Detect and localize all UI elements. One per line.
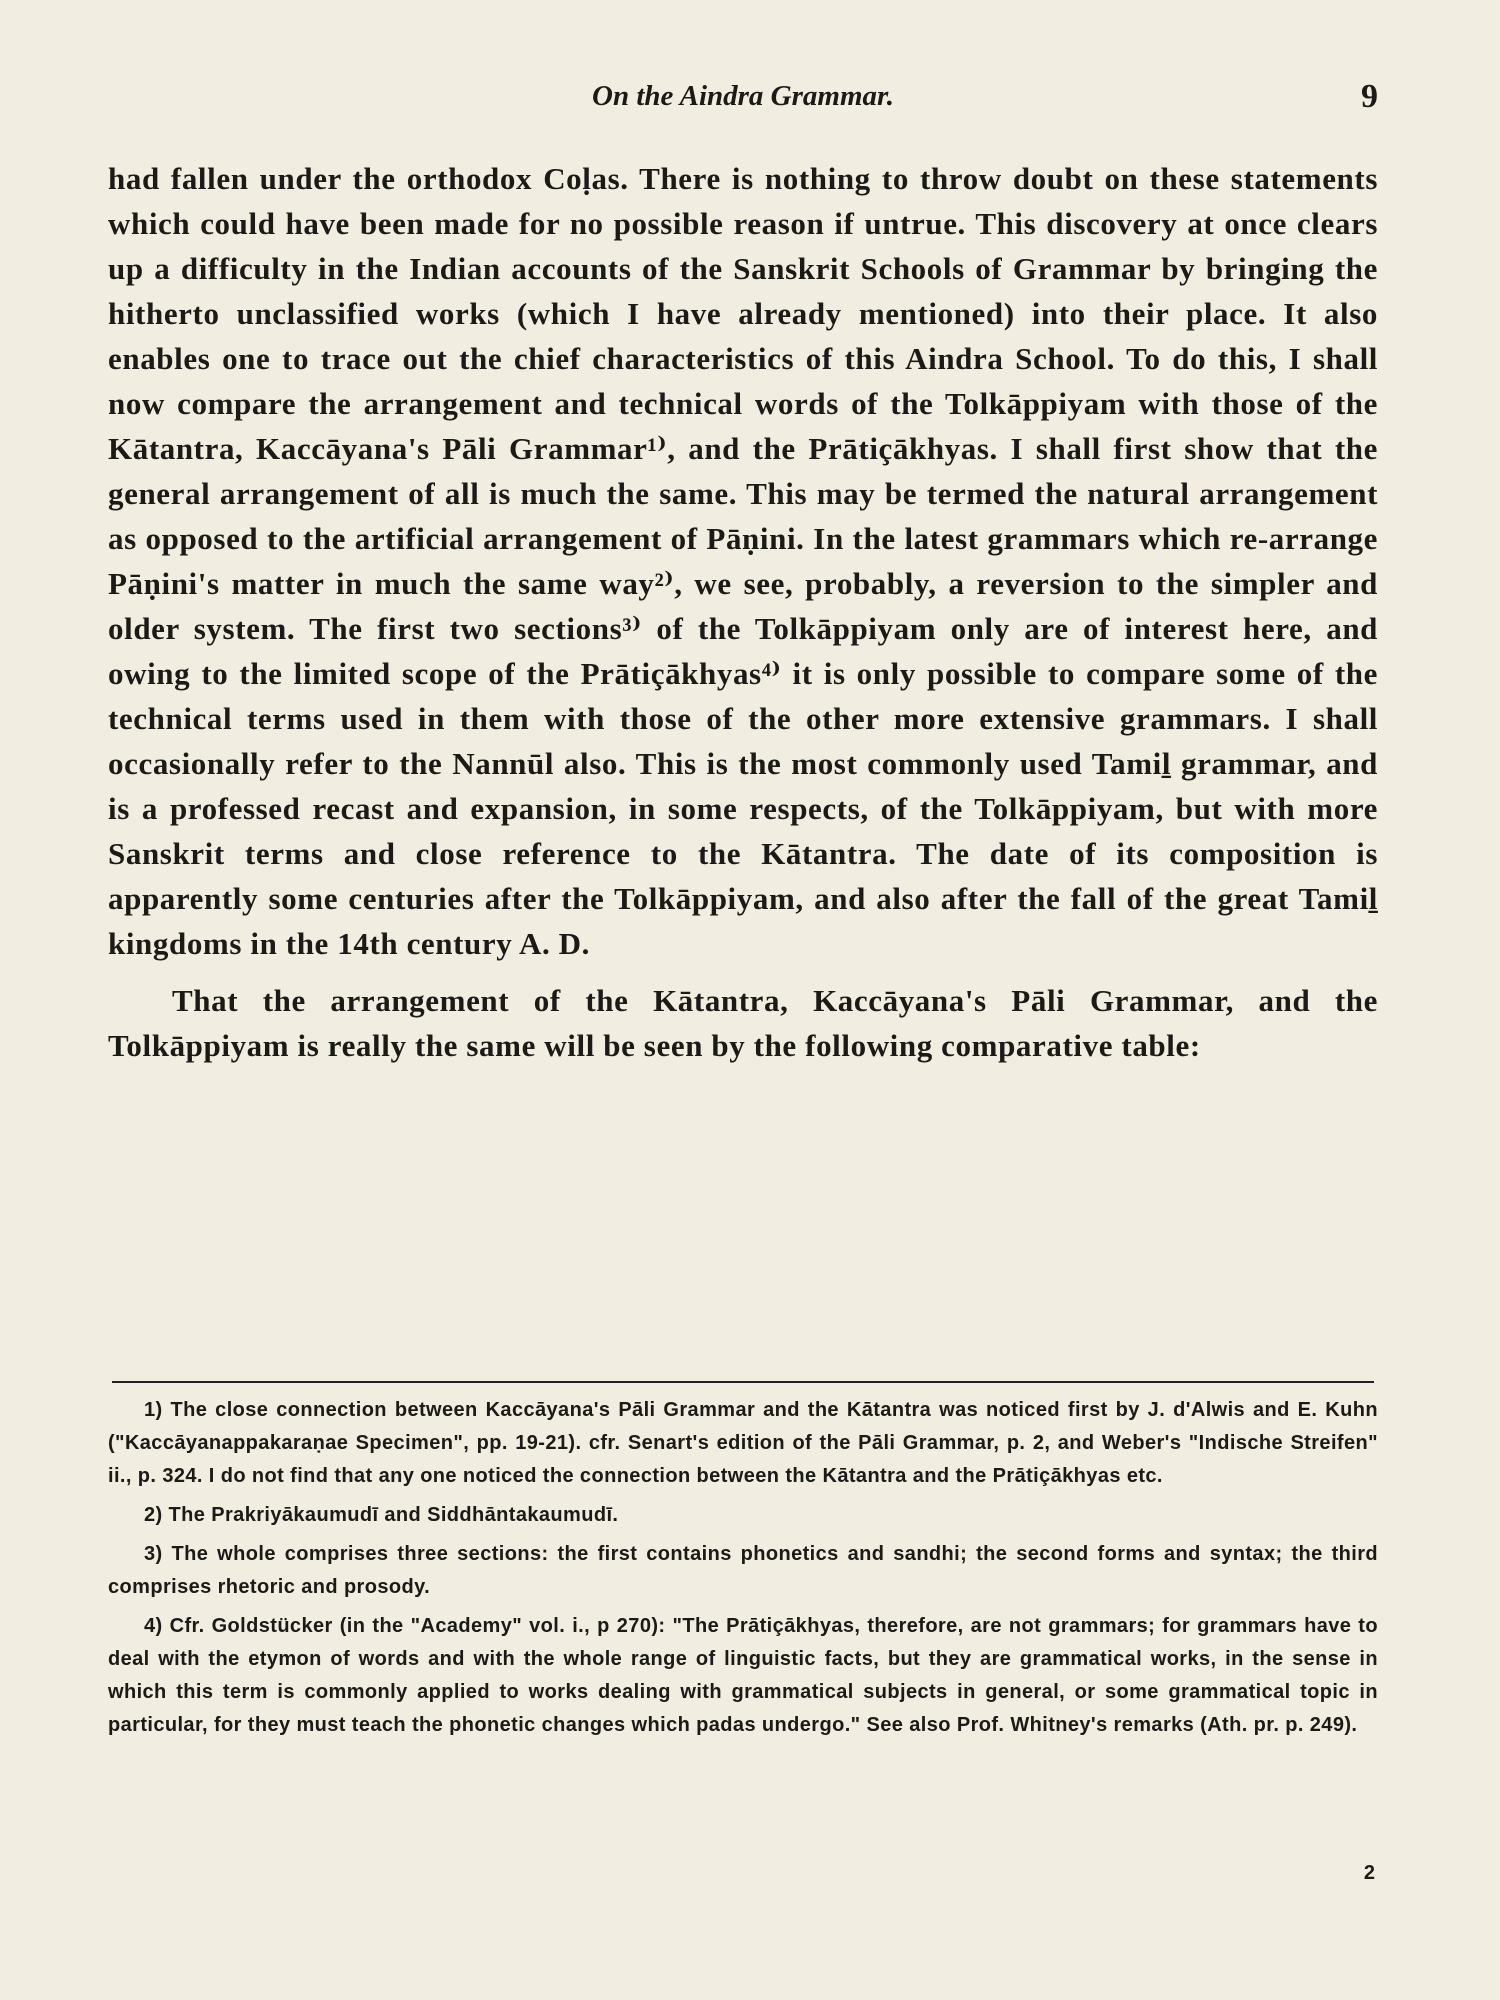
footnote: 3) The whole comprises three sections: the first contains phonetics and sandhi; the second forms and syntax; the third comprises rhetoric and prosody.	[108, 1543, 1378, 1598]
page-number: 9	[1361, 78, 1378, 115]
footnotes	[108, 1394, 1378, 1748]
signature-mark: 2	[1363, 1862, 1375, 1884]
main-text	[108, 156, 1378, 1068]
footnote: 4) Cfr. Goldstücker (in the "Academy" vol. i., p 270): "The Prātiçākhyas, therefore, are not grammars; for grammars have to deal with the etymon of words and with the whole range of linguistic facts, but they are grammatical works, in the sense in which this term is commonly applied to works dealing with grammatical subjects in general, or some grammatical topic in particular, for they must teach the phonetic changes which padas undergo." See also Prof. Whitney's remarks (Ath. pr. p. 249).	[108, 1615, 1378, 1736]
footnote: 2) The Prakriyākaumudī and Siddhāntakaumudī.	[144, 1504, 619, 1526]
footnote: 1) The close connection between Kaccāyana's Pāli Grammar and the Kātantra was noticed first by J. d'Alwis and E. Kuhn ("Kaccāyanappakaraṇae Specimen", pp. 19-21). cfr. Senart's edition of the Pāli Grammar, p. 2, and Weber's "Indische Streifen" ii., p. 324. I do not find that any one noticed the connection between the Kātantra and the Prātiçākhyas etc.	[108, 1399, 1378, 1487]
paragraph: had fallen under the orthodox Coḷas. There is nothing to throw doubt on these statements which could have been made for no possible reason if untrue. This discovery at once clears up a difficulty in the Indian accounts of the Sanskrit Schools of Grammar by bringing the hitherto unclassified works (which I have already mentioned) into their place. It also enables one to trace out the chief characteristics of this Aindra School. To do this, I shall now compare the arrangement and technical words of the Tolkāppiyam with those of the Kātantra, Kaccāyana's Pāli Grammar¹⁾, and the Prātiçākhyas. I shall first show that the general arrangement of all is much the same. This may be termed the natural arrangement as opposed to the artificial arrangement of Pāṇini. In the latest grammars which re-arrange Pāṇini's matter in much the same way²⁾, we see, probably, a reversion to the simpler and older system. The first two sections³⁾ of the Tolkāppiyam only are of interest here, and owing to the limited scope of the Prātiçākhyas⁴⁾ it is only possible to compare some of the technical terms used in them with those of the other more extensive grammars. I shall occasionally refer to the Nannūl also. This is the most commonly used Tamiḻ grammar, and is a professed recast and expansion, in some respects, of the Tolkāppiyam, but with more Sanskrit terms and close reference to the Kātantra. The date of its composition is apparently some centuries after the Tolkāppiyam, and also after the fall of the great Tamiḻ kingdoms in the 14th century A. D.	[108, 161, 1378, 961]
page-header	[108, 78, 1378, 128]
paragraph: That the arrangement of the Kātantra, Kaccāyana's Pāli Grammar, and the Tolkāppiyam is really the same will be seen by the following comparative table:	[108, 983, 1378, 1063]
footnote-divider	[112, 1381, 1374, 1383]
running-title: On the Aindra Grammar.	[592, 80, 894, 112]
